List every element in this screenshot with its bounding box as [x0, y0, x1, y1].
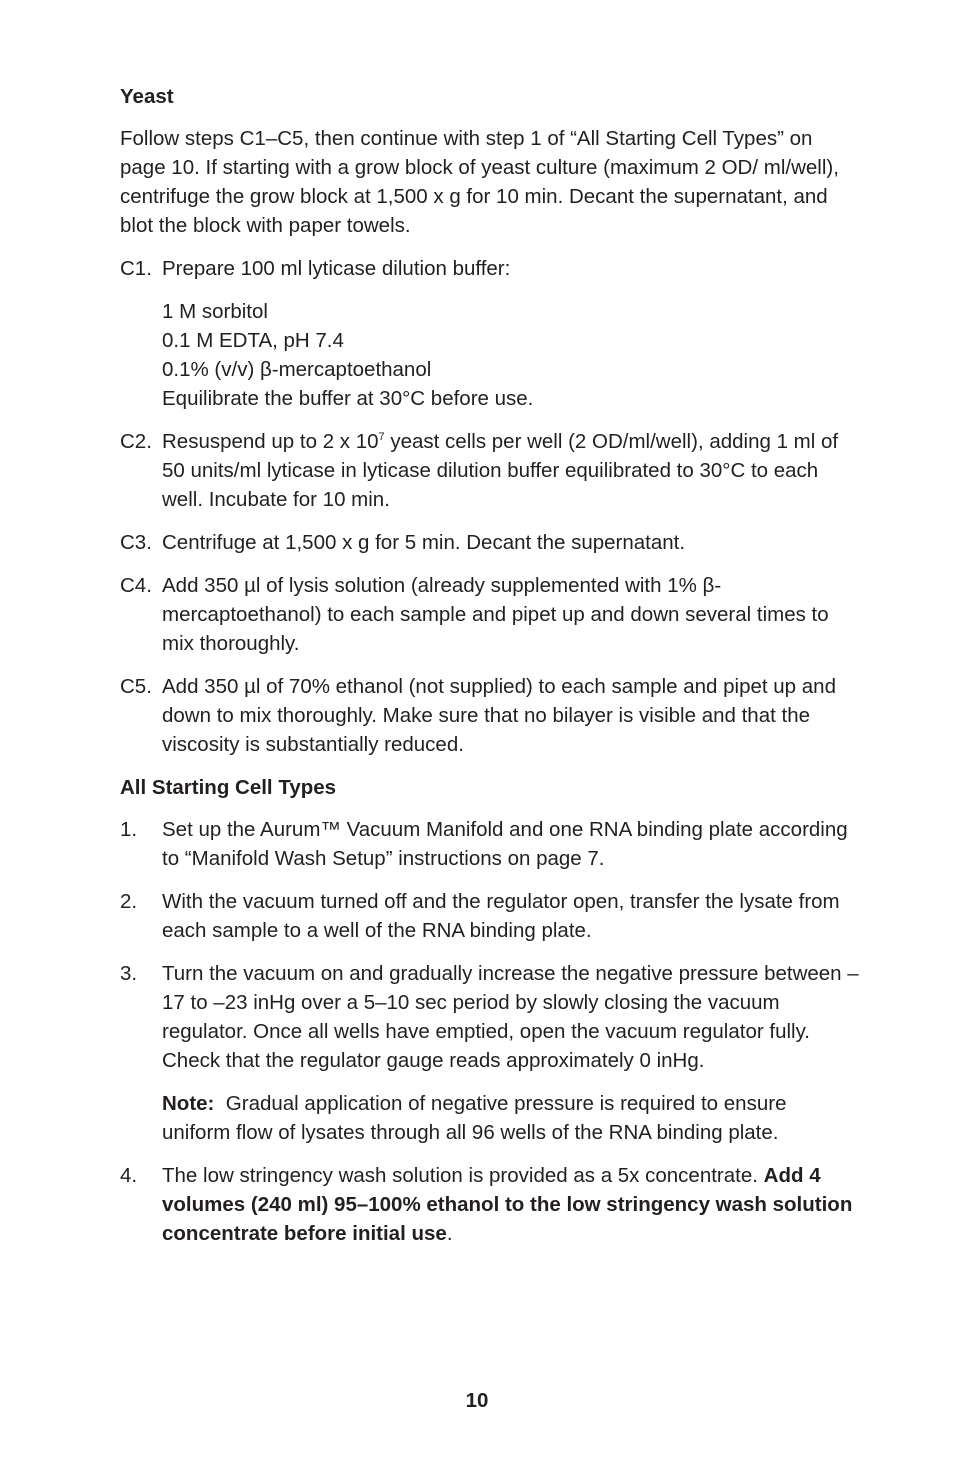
step-number: C1.: [120, 257, 152, 280]
text-part: yeast cells per well (2 OD/ml/well), adding 1 ml of 50 units/ml lyticase in lyticase dilution buffer equilibrated to 30°C to each well. Incubate for 10 min.: [162, 430, 839, 511]
step-number: C5.: [120, 675, 152, 698]
page-number: 10: [465, 1389, 489, 1412]
bold-instruction: Add 4 volumes (240 ml) 95–100% ethanol to the low stringency wash solution concentrate before initial use: [162, 1164, 853, 1245]
step-text: Prepare 100 ml lyticase dilution buffer:: [162, 257, 511, 280]
step-number: 3.: [120, 962, 138, 985]
step-c1: [120, 254, 860, 283]
step-text: Add 350 µl of 70% ethanol (not supplied) to each sample and pipet up and down to mix thoroughly. Make sure that no bilayer is visible and that the viscosity is substantially reduced.: [162, 675, 836, 756]
step-number: 4.: [120, 1164, 138, 1187]
step-text: Add 350 µl of lysis solution (already supplemented with 1% β-mercaptoethanol) to each sample and pipet up and down several times to mix thoroughly.: [162, 574, 829, 655]
buffer-line: 1 M sorbitol: [162, 300, 268, 323]
note-text: Gradual application of negative pressure is required to ensure uniform flow of lysates through all 96 wells of the RNA binding plate.: [162, 1092, 787, 1144]
note-label: Note:: [162, 1092, 215, 1115]
step-c3: [120, 528, 860, 557]
yeast-intro: Follow steps C1–C5, then continue with step 1 of “All Starting Cell Types” on page 10. If starting with a grow block of yeast culture (maximum 2 OD/ ml/well), centrifuge the grow block at 1,500 x g for 10 min. Decant the supernatant, and blot the block with paper towels.: [120, 127, 839, 237]
buffer-recipe: [162, 297, 860, 413]
text-part: The low stringency wash solution is provided as a 5x concentrate.: [162, 1164, 764, 1187]
note: [162, 1089, 860, 1147]
document-page: [120, 82, 860, 1262]
step-text: Turn the vacuum on and gradually increase the negative pressure between –17 to –23 inHg over a 5–10 sec period by slowly closing the vacuum regulator. Once all wells have emptied, open the vacuum regulator fully. Check that the regulator gauge reads approximately 0 inHg.: [162, 962, 859, 1072]
step-2: [120, 887, 860, 945]
yeast-heading: Yeast: [120, 85, 174, 108]
buffer-line: 0.1 M EDTA, pH 7.4: [162, 329, 344, 352]
step-c5: [120, 672, 860, 759]
step-text: [162, 1161, 860, 1248]
step-c2: [120, 427, 860, 514]
step-4: [120, 1161, 860, 1248]
step-1: [120, 815, 860, 873]
step-number: C4.: [120, 574, 152, 597]
step-text: [162, 427, 860, 514]
superscript: 7: [378, 431, 385, 444]
buffer-line: 0.1% (v/v) β-mercaptoethanol: [162, 358, 432, 381]
buffer-line: Equilibrate the buffer at 30°C before use.: [162, 387, 534, 410]
step-number: C2.: [120, 430, 152, 453]
step-c4: [120, 571, 860, 658]
step-text: Centrifuge at 1,500 x g for 5 min. Decant the supernatant.: [162, 531, 686, 554]
text-part: .: [446, 1222, 453, 1245]
step-number: 2.: [120, 890, 138, 913]
all-cell-types-heading: All Starting Cell Types: [120, 776, 337, 799]
text-part: Resuspend up to 2 x 10: [162, 430, 379, 453]
step-3: [120, 959, 860, 1075]
step-number: C3.: [120, 531, 152, 554]
step-text: Set up the Aurum™ Vacuum Manifold and one RNA binding plate according to “Manifold Wash Setup” instructions on page 7.: [162, 818, 848, 870]
step-text: With the vacuum turned off and the regulator open, transfer the lysate from each sample to a well of the RNA binding plate.: [162, 890, 840, 942]
step-number: 1.: [120, 818, 138, 841]
